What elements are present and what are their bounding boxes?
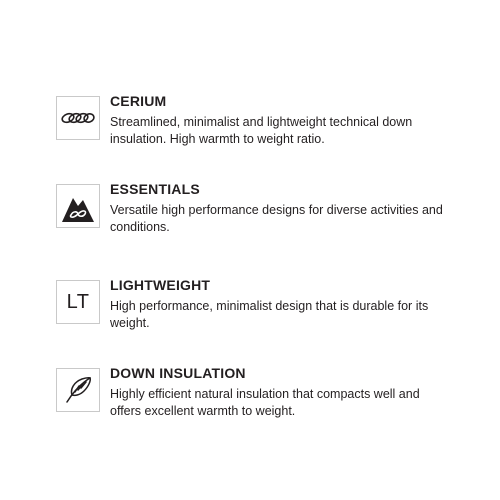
feature-description: High performance, minimalist design that is durable for its weight.: [110, 299, 429, 330]
feature-title: ESSENTIALS: [110, 181, 200, 197]
feature-description: Streamlined, minimalist and lightweight technical down insulation. High warmth to weight ratio.: [110, 115, 413, 146]
feature-title: CERIUM: [110, 93, 167, 109]
feature-description: Highly efficient natural insulation that compacts well and offers excellent warmth to weight.: [110, 387, 420, 418]
lt-icon-label: LT: [66, 290, 90, 313]
mountain-infinity-icon: [56, 184, 100, 228]
feature-title: DOWN INSULATION: [110, 365, 246, 381]
feature-title: LIGHTWEIGHT: [110, 277, 211, 293]
feature-description: Versatile high performance designs for diverse activities and conditions.: [110, 203, 443, 234]
feather-icon: [56, 368, 100, 412]
lt-text-icon: [56, 280, 100, 324]
cerium-loops-icon: [56, 96, 100, 140]
